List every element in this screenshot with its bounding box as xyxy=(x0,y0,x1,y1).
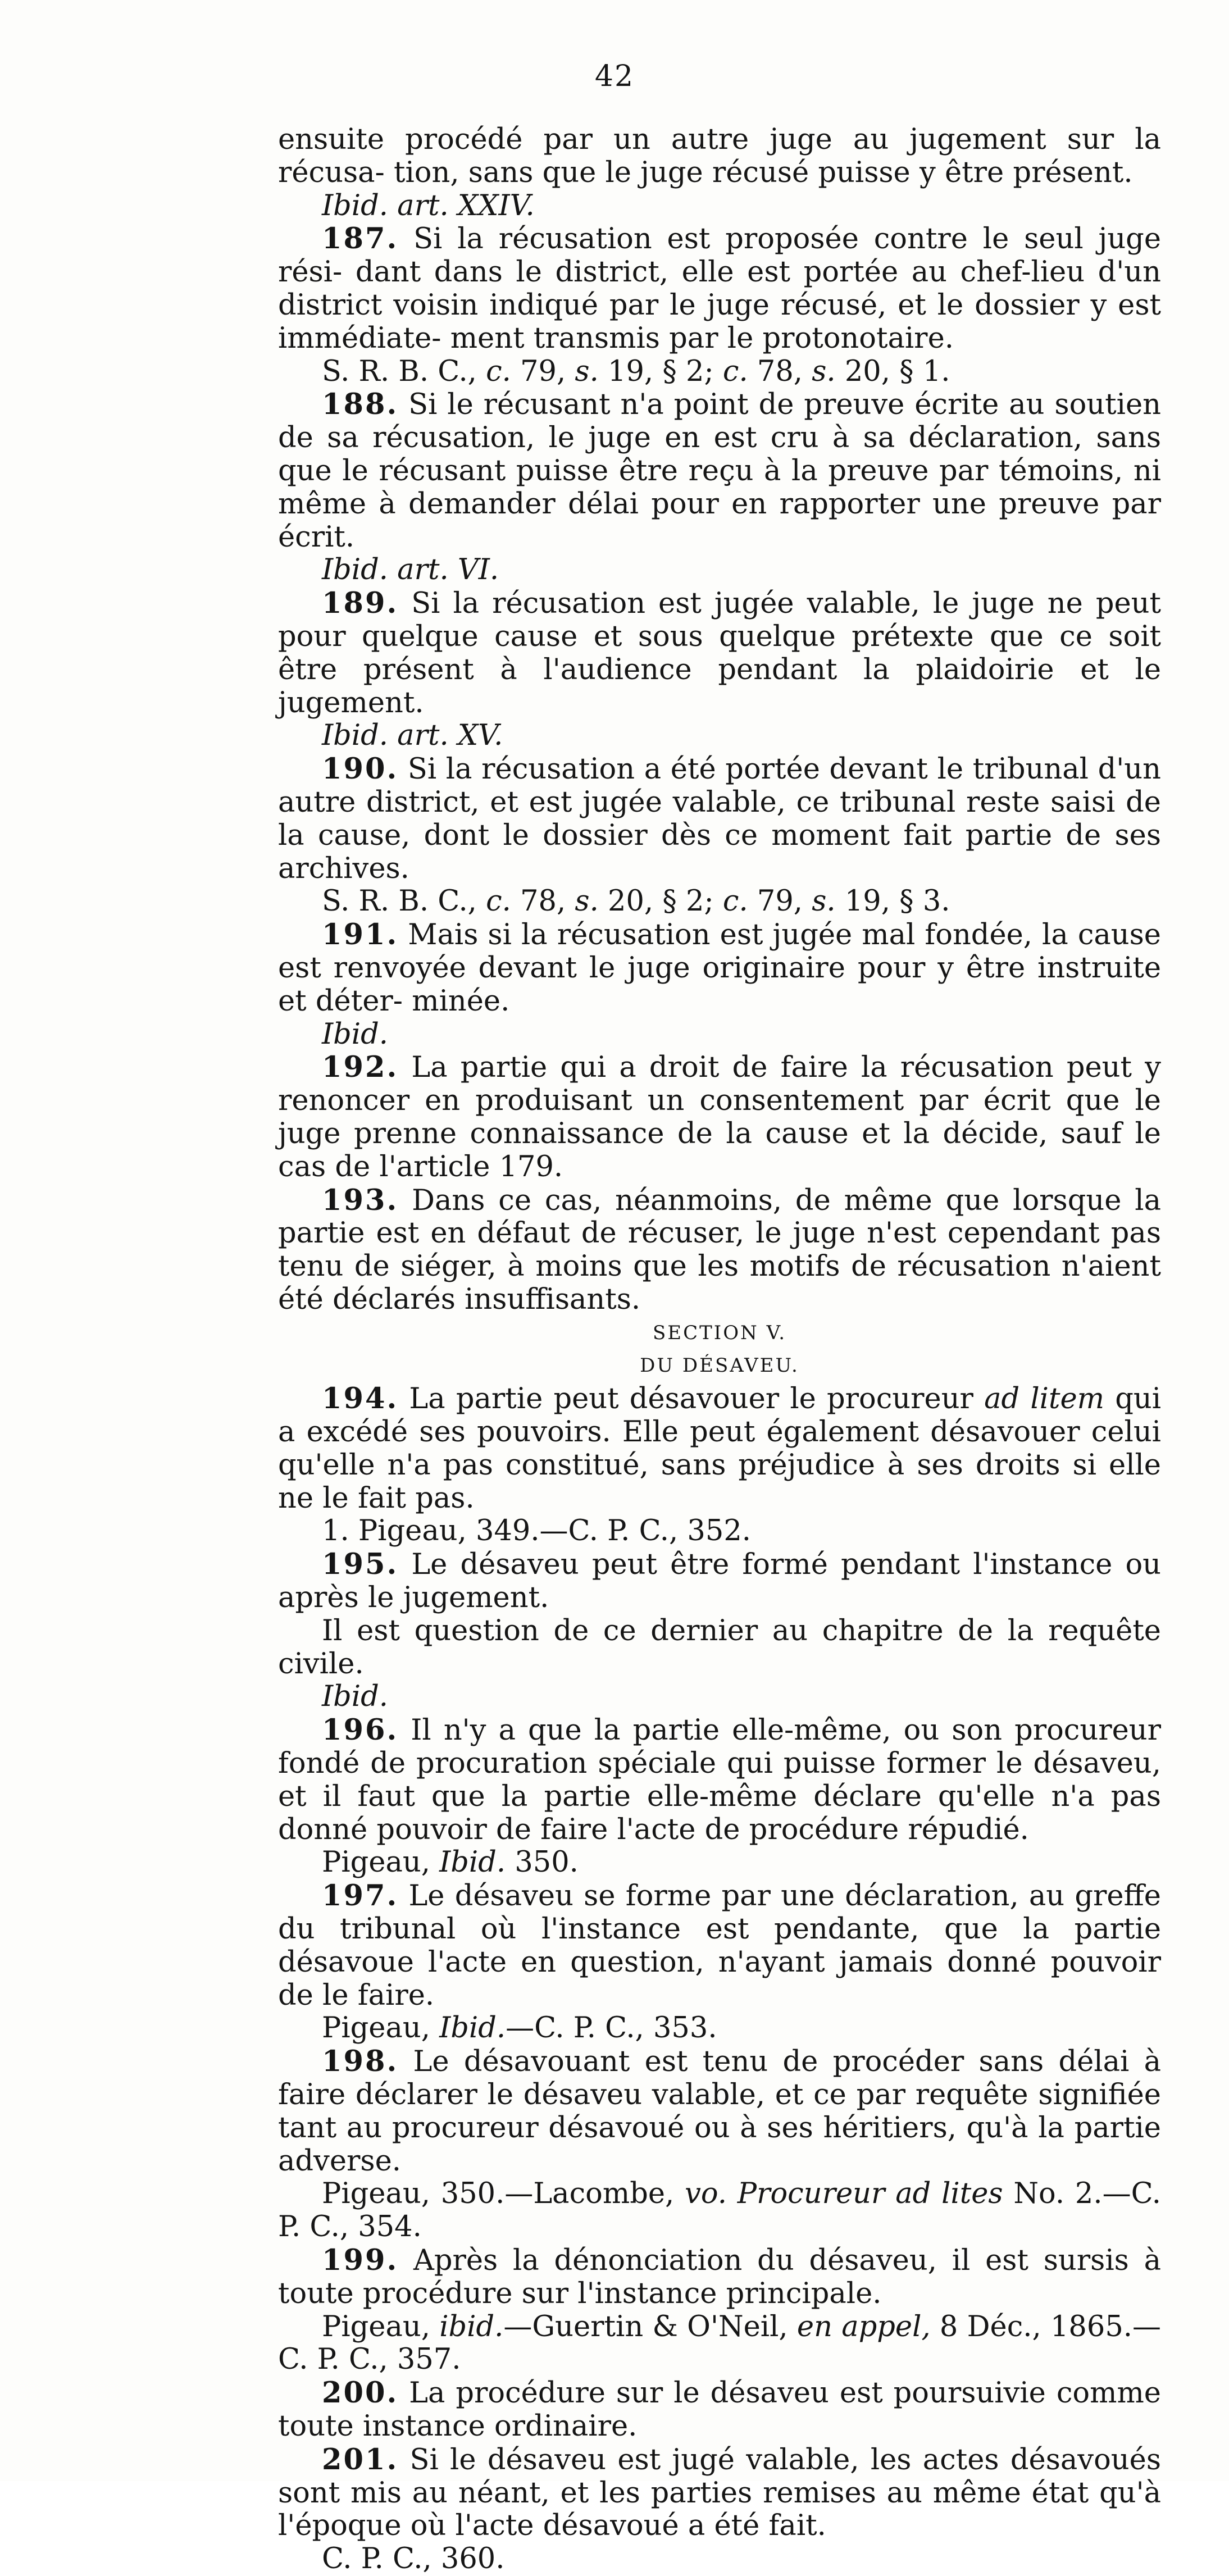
section-title: DU DÉSAVEU. xyxy=(640,1354,799,1377)
article-191: 191. Mais si la récusation est jugée mal fondée, la cause est renvoyée devant le juge originaire pour y être instruite et déter- minée. xyxy=(278,918,1161,1018)
article-number: 200. xyxy=(322,2376,399,2410)
reference-191: Ibid. xyxy=(322,1017,388,1051)
article-number: 198. xyxy=(322,2045,399,2079)
article-187: 187. Si la récusation est proposée contre le seul juge rési- dant dans le district, elle est portée au chef-lieu d'un district voisin indiqué par le juge récusé, et le dossier y est immédiate- ment transmis par le protonotaire. xyxy=(278,222,1161,355)
article-number: 192. xyxy=(322,1050,399,1085)
article-197: 197. Le désaveu se forme par une déclaration, au greffe du tribunal où l'instance est pendante, que la partie désavoue l'acte en question, n'ayant jamais donné pouvoir de le faire. xyxy=(278,1879,1161,2012)
reference-188: Ibid. art. VI. xyxy=(322,553,499,587)
page-number: 42 xyxy=(594,60,635,93)
reference-194: 1. Pigeau, 349.—C. P. C., 352. xyxy=(322,1514,751,1548)
reference-187: S. R. B. C., c. 79, s. 19, § 2; c. 78, s. 20, § 1. xyxy=(322,354,950,388)
reference-195: Ibid. xyxy=(322,1680,388,1714)
article-189: 189. Si la récusation est jugée valable, le juge ne peut pour quelque cause et sous quelque prétexte que ce soit être présent à l'audience pendant la plaidoirie et le jugement. xyxy=(278,586,1161,720)
continued-paragraph: ensuite procédé par un autre juge au jugement sur la récusa- tion, sans que le juge récusé puisse y être présent. xyxy=(278,123,1161,189)
reference-198: Pigeau, 350.—Lacombe, vo. Procureur ad lites No. 2.—C. P. C., 354. xyxy=(278,2177,1161,2244)
article-188: 188. Si le récusant n'a point de preuve écrite au soutien de sa récusation, le juge en est cru à sa déclaration, sans que le récusant puisse être reçu à la preuve par témoins, ni même à demander délai pour en rapporter une preuve par écrit. xyxy=(278,388,1161,554)
article-number: 188. xyxy=(322,388,399,422)
article-199: 199. Après la dénonciation du désaveu, il est sursis à toute procédure sur l'instance principale. xyxy=(278,2243,1161,2310)
reference-186: Ibid. art. XXIV. xyxy=(322,189,535,222)
reference-189: Ibid. art. XV. xyxy=(322,719,503,753)
article-number: 196. xyxy=(322,1713,399,1747)
article-193: 193. Dans ce cas, néanmoins, de même que lorsque la partie est en défaut de récuser, le juge n'est cependant pas tenu de siéger, à moins que les motifs de récusation n'aient été déclarés insuffisants. xyxy=(278,1183,1161,1316)
article-190: 190. Si la récusation a été portée devant le tribunal d'un autre district, et est jugée valable, ce tribunal reste saisi de la cause, dont le dossier dès ce moment fait partie de ses archives. xyxy=(278,752,1161,885)
article-number: 195. xyxy=(322,1548,399,1582)
section-label: SECTION V. xyxy=(652,1321,787,1344)
article-number: 189. xyxy=(322,586,399,621)
article-198: 198. Le désavouant est tenu de procéder sans délai à faire déclarer le désaveu valable, et ce par requête signifiée tant au procureur désavoué ou à ses héritiers, qu'à la partie adverse. xyxy=(278,2045,1161,2178)
article-196: 196. Il n'y a que la partie elle-même, ou son procureur fondé de procuration spéciale qui puisse former le désaveu, et il faut que la partie elle-même déclare qu'elle n'a pas donné pouvoir de faire l'acte de procédure répudié. xyxy=(278,1713,1161,1846)
article-number: 201. xyxy=(322,2442,399,2477)
article-number: 193. xyxy=(322,1183,399,1217)
page-body xyxy=(278,124,1161,2576)
reference-196: Pigeau, Ibid. 350. xyxy=(322,1846,579,1879)
article-192: 192. La partie qui a droit de faire la récusation peut y renoncer en produisant un consentement par écrit que le juge prenne connaissance de la cause et la décide, sauf le cas de l'article 179. xyxy=(278,1050,1161,1184)
article-195: 195. Le désaveu peut être formé pendant l'instance ou après le jugement. xyxy=(278,1548,1161,1615)
article-194: 194. La partie peut désavouer le procureur ad litem qui a excédé ses pouvoirs. Elle peut également désavouer celui qu'elle n'a pas constitué, sans préjudice à ses droits si elle ne le fait pas. xyxy=(278,1382,1162,1515)
article-number: 199. xyxy=(322,2243,399,2277)
article-200: 200. La procédure sur le désaveu est poursuivie comme toute instance ordinaire. xyxy=(278,2376,1161,2443)
article-number: 187. xyxy=(322,222,399,256)
reference-201: C. P. C., 360. xyxy=(322,2542,505,2576)
reference-190: S. R. B. C., c. 78, s. 20, § 2; c. 79, s. 19, § 3. xyxy=(322,885,950,918)
note-195: Il est question de ce dernier au chapitre de la requête civile. xyxy=(278,1614,1161,1681)
reference-199: Pigeau, ibid.—Guertin & O'Neil, en appel, 8 Déc., 1865.— C. P. C., 357. xyxy=(278,2310,1161,2377)
article-number: 190. xyxy=(322,752,399,786)
reference-197: Pigeau, Ibid.—C. P. C., 353. xyxy=(322,2011,717,2045)
article-201: 201. Si le désaveu est jugé valable, les actes désavoués sont mis au néant, et les parties remises au même état qu'à l'époque où l'acte désavoué a été fait. xyxy=(278,2442,1161,2543)
article-number: 194. xyxy=(322,1382,399,1416)
article-number: 197. xyxy=(322,1879,399,1913)
article-number: 191. xyxy=(322,918,399,952)
